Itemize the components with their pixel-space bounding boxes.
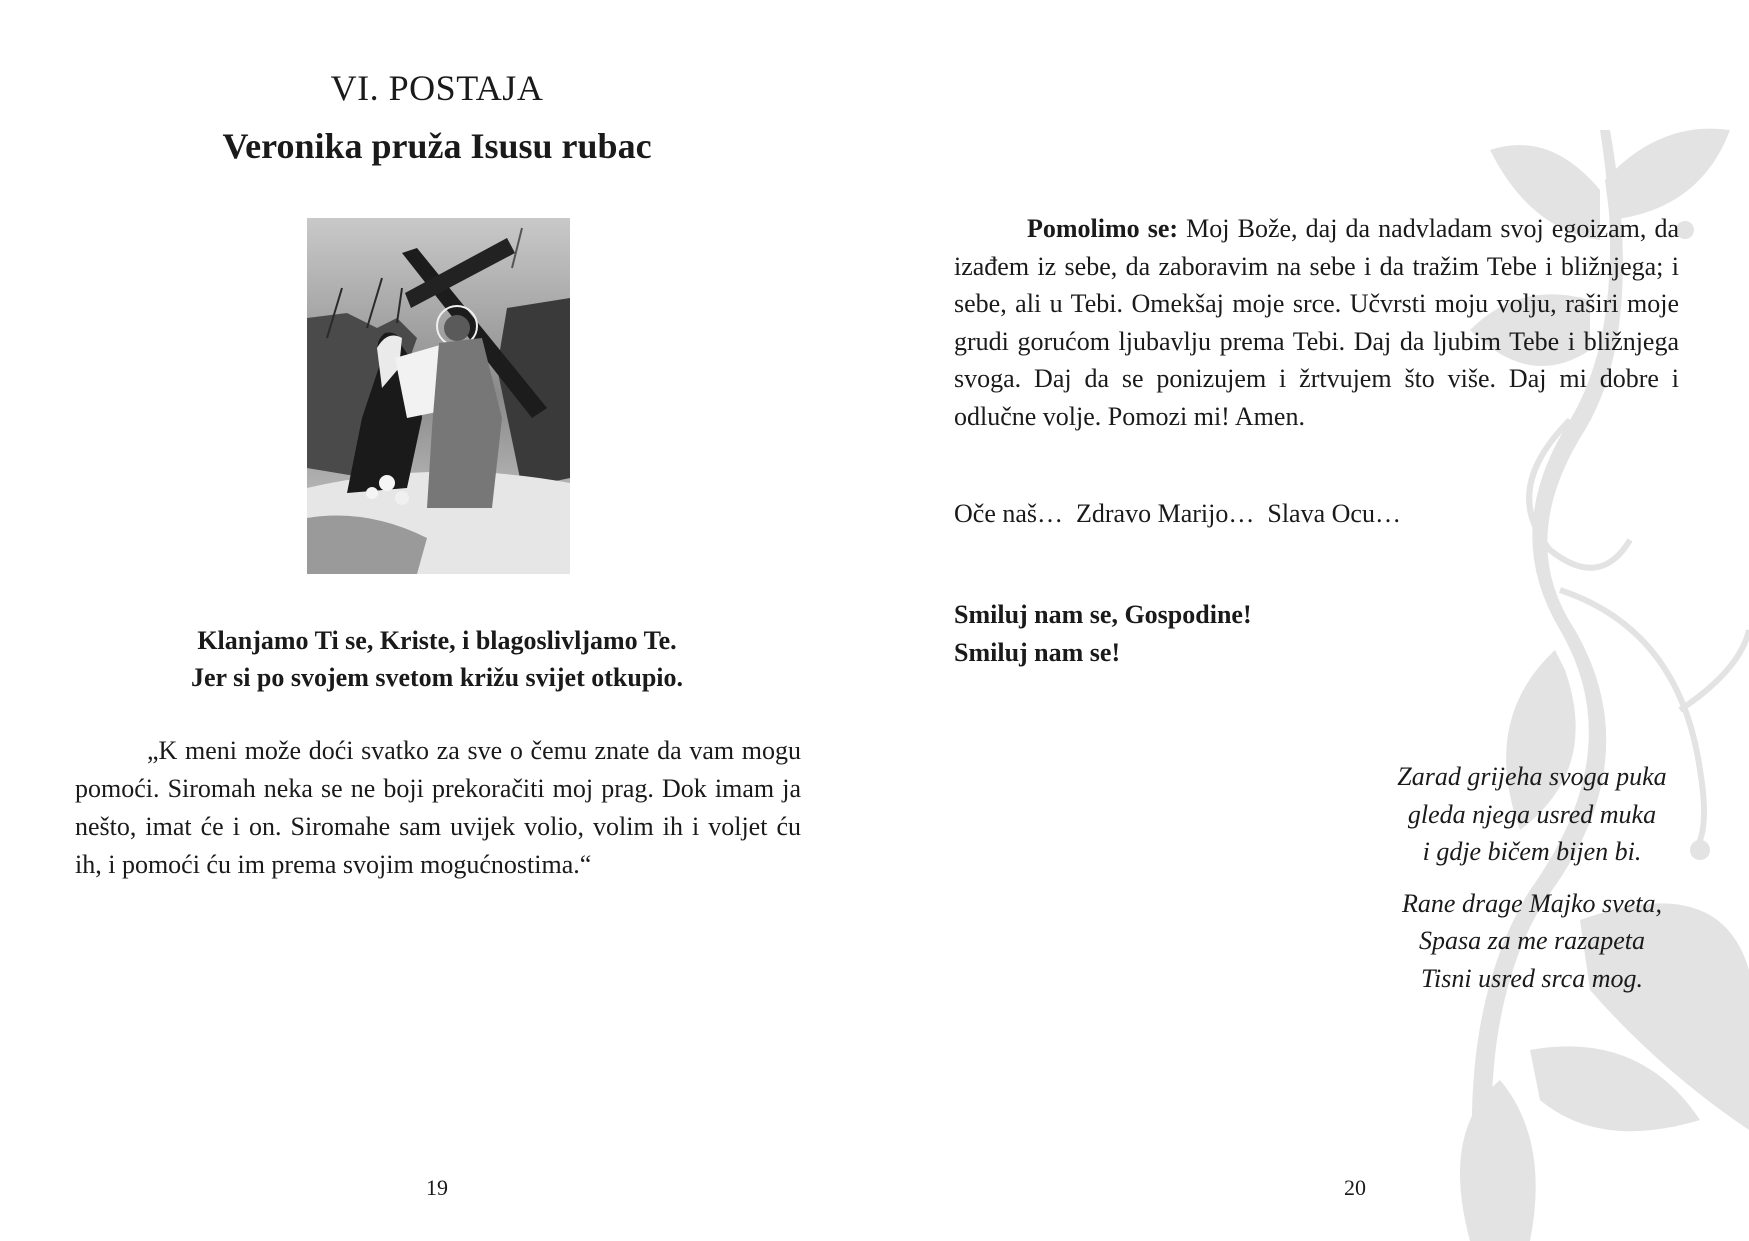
quote-paragraph: „K meni može doći svatko za sve o čemu znate da vam mogu pomoći. Siromah neka se ne boji prekoračiti moj prag. Dok imam ja nešto, imat će i on. Siromahe sam uvijek volio, volim ih i voljet ću ih, i pomoći ću im prema svojim mogućnostima.“ [75,736,801,879]
hymn-line: gleda njega usred muka [1407,799,1657,829]
veronica-illustration [307,218,570,574]
mercy-line: Smiluj nam se, Gospodine! [954,600,1252,629]
prayer-label: Pomolimo se: [1027,214,1179,243]
hymn-stanza [1274,885,1749,998]
mercy-invocation [954,596,1252,672]
hymn-line: Rane drage Majko sveta, [1402,888,1662,918]
acclamation [40,622,834,696]
page-number: 19 [426,1175,448,1200]
station-title: Veronika pruža Isusu rubac [222,126,652,166]
hymn [1274,758,1749,1011]
short-prayers: Oče naš… Zdravo Marijo… Slava Ocu… [954,499,1401,528]
mercy-line: Smiluj nam se! [954,638,1121,667]
prayer-text: Moj Bože, daj da nadvladam svoj egoizam, da izađem iz sebe, da zaboravim na sebe i da tražim Tebe i bližnjega; i sebe, ali u Tebi. Omekšaj moje srce. Učvrsti moju volju, raširi moje grudi gorućom ljubavlju prema Tebi. Daj da ljubim Tebe i bližnjega svoga. Daj da se ponizujem i žrtvujem što više. Daj mi dobre i odlučne volje. Pomozi mi! Amen. [954,214,1679,431]
left-page [0,0,874,1241]
page-number: 20 [1344,1175,1366,1200]
acclamation-line: Jer si po svojem svetom križu svijet otkupio. [190,663,684,692]
hymn-line: Spasa za me razapeta [1418,926,1646,955]
hymn-line: Tisni usred srca mog. [1421,963,1643,993]
right-page [874,0,1749,1241]
hymn-line: Zarad grijeha svoga puka [1397,762,1667,791]
hymn-stanza [1274,758,1749,871]
acclamation-line: Klanjamo Ti se, Kriste, i blagoslivljamo Te. [197,626,677,655]
prayer-paragraph [954,210,1679,435]
hymn-line: i gdje bičem bijen bi. [1422,837,1642,866]
station-number: VI. POSTAJA [330,68,544,108]
